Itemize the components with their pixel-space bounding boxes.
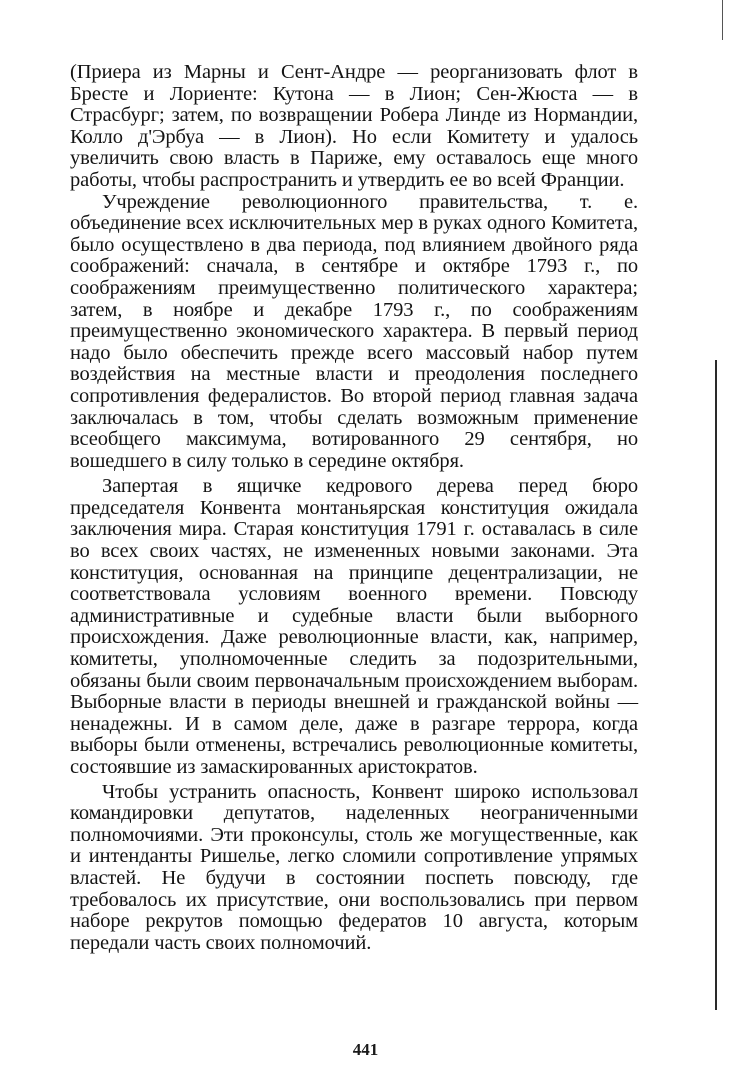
paragraph-3: Запертая в ящичке кедрового дерева перед бюро председателя Конвента монтаньярская конституция ожидала заключения мира. Старая конституция 1791 г. оставалась в силе во всех своих частях, не измененных новыми законами. Эта конституция, основанная на принципе децентрализации, не соответствовала условиям военного времени. Повсюду административные и судебные власти были выборного происхождения. Даже революционные власти, как, например, комитеты, уполномоченные следить за подозрительными, обязаны были своим первоначальным происхождением выборам. Выборные власти в периоды внешней и гражданской войны — ненадежны. И в самом деле, даже в разгаре террора, когда выборы были отменены, встречались революционные комитеты, состоявшие из замаскированных аристократов. (70, 475, 638, 778)
page-number: 441 (352, 1040, 379, 1059)
page-text-block (70, 62, 638, 954)
page-edge-mark (722, 0, 723, 40)
paragraph-1: (Приера из Марны и Сент-Андре — реорганизовать флот в Бресте и Лориенте: Кутона — в Лион; Сен-Жюста — в Страсбург; затем, по возвращении Робера Линде из Нормандии, Колло д'Эрбуа — в Лион). Но если Комитету и удалось увеличить свою власть в Париже, ему оставалось еще много работы, чтобы распространить и утвердить ее во всей Франции. (70, 61, 638, 191)
paragraph-4: Чтобы устранить опасность, Конвент широко использовал командировки депутатов, наделенных неограниченными полномочиями. Эти проконсулы, столь же могущественные, как и интенданты Ришелье, легко сломили сопротивление упрямых властей. Не будучи в состоянии поспеть повсюду, где требовалось их присутствие, они воспользовались при первом наборе рекрутов помощью федератов 10 августа, которым передали часть своих полномочий. (70, 780, 638, 954)
page-edge-line (715, 360, 717, 1010)
paragraph-2: Учреждение революционного правительства, т. е. объединение всех исключительных мер в руках одного Комитета, было осуществлено в два периода, под влиянием двойного ряда соображений: сначала, в сентябре и октябре 1793 г., по соображениям преимущественно политического характера; затем, в ноябре и декабре 1793 г., по соображениям преимущественно экономического характера. В первый период надо было обеспечить прежде всего массовый набор путем воздействия на местные власти и преодоления последнего сопротивления федералистов. Во второй период главная задача заключалась в том, чтобы сделать возможным применение всеобщего максимума, вотированного 29 сентября, но вошедшего в силу только в середине октября. (70, 190, 638, 472)
